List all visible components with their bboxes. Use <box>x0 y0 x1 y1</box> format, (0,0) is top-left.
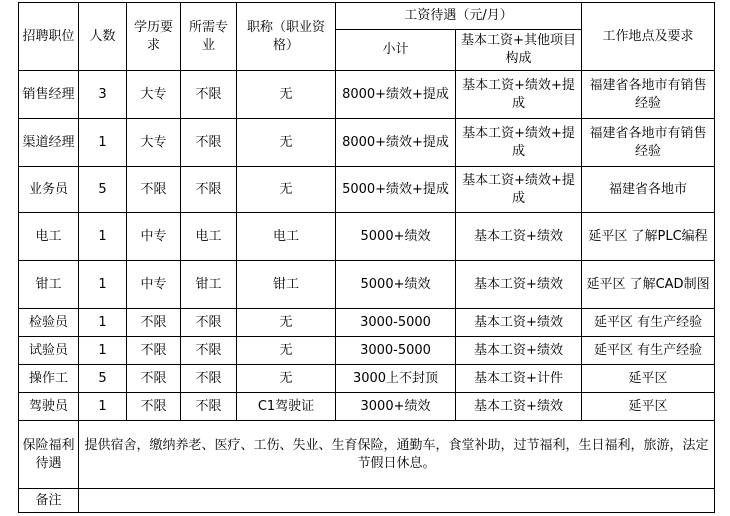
benefits-text: 提供宿舍，缴纳养老、医疗、工伤、失业、生育保险，通勤车，食堂补助，过节福利，生日福利，旅游，法定节假日休息。 <box>79 421 715 489</box>
remarks-row <box>19 489 715 513</box>
cell-count: 3 <box>79 71 127 119</box>
cell-position: 驾驶员 <box>19 393 79 421</box>
cell-composition: 基本工资+绩效 <box>456 213 582 261</box>
cell-composition: 基本工资+绩效+提成 <box>456 71 582 119</box>
header-location: 工作地点及要求 <box>582 3 715 71</box>
table-row <box>19 261 715 309</box>
cell-position: 试验员 <box>19 337 79 365</box>
cell-subtotal: 3000上不封顶 <box>336 365 456 393</box>
cell-composition: 基本工资+绩效 <box>456 393 582 421</box>
cell-education: 大专 <box>127 119 181 167</box>
cell-position: 钳工 <box>19 261 79 309</box>
header-subtotal: 小计 <box>336 30 456 71</box>
cell-major: 不限 <box>181 167 237 213</box>
cell-major: 不限 <box>181 309 237 337</box>
cell-title: 无 <box>237 365 336 393</box>
cell-major: 不限 <box>181 393 237 421</box>
cell-title: 无 <box>237 119 336 167</box>
cell-major: 电工 <box>181 213 237 261</box>
cell-count: 1 <box>79 337 127 365</box>
cell-location: 福建省各地市有销售经验 <box>582 119 715 167</box>
header-education: 学历要求 <box>127 3 181 71</box>
cell-subtotal: 3000-5000 <box>336 309 456 337</box>
benefits-label: 保险福利待遇 <box>19 421 79 489</box>
cell-count: 1 <box>79 213 127 261</box>
cell-composition: 基本工资+绩效 <box>456 309 582 337</box>
header-position: 招聘职位 <box>19 3 79 71</box>
cell-major: 不限 <box>181 119 237 167</box>
cell-education: 中专 <box>127 213 181 261</box>
cell-location: 福建省各地市 <box>582 167 715 213</box>
cell-position: 销售经理 <box>19 71 79 119</box>
cell-major: 不限 <box>181 337 237 365</box>
cell-subtotal: 8000+绩效+提成 <box>336 71 456 119</box>
cell-count: 1 <box>79 309 127 337</box>
cell-location: 延平区 <box>582 393 715 421</box>
cell-position: 渠道经理 <box>19 119 79 167</box>
cell-location: 延平区 有生产经验 <box>582 337 715 365</box>
table-row <box>19 393 715 421</box>
cell-position: 业务员 <box>19 167 79 213</box>
cell-subtotal: 5000+绩效+提成 <box>336 167 456 213</box>
header-title: 职称（职业资格） <box>237 3 336 71</box>
cell-subtotal: 8000+绩效+提成 <box>336 119 456 167</box>
table-row <box>19 167 715 213</box>
cell-education: 不限 <box>127 365 181 393</box>
cell-location: 福建省各地市有销售经验 <box>582 71 715 119</box>
cell-title: 无 <box>237 309 336 337</box>
cell-count: 1 <box>79 119 127 167</box>
cell-location: 延平区 <box>582 365 715 393</box>
cell-composition: 基本工资+绩效+提成 <box>456 167 582 213</box>
table-row <box>19 337 715 365</box>
header-major: 所需专业 <box>181 3 237 71</box>
cell-education: 中专 <box>127 261 181 309</box>
cell-subtotal: 5000+绩效 <box>336 261 456 309</box>
cell-education: 不限 <box>127 167 181 213</box>
cell-education: 不限 <box>127 337 181 365</box>
table-row <box>19 119 715 167</box>
table-row <box>19 213 715 261</box>
cell-location: 延平区 有生产经验 <box>582 309 715 337</box>
cell-count: 5 <box>79 167 127 213</box>
cell-position: 操作工 <box>19 365 79 393</box>
remarks-label: 备注 <box>19 489 79 513</box>
cell-title: 电工 <box>237 213 336 261</box>
cell-composition: 基本工资+绩效 <box>456 337 582 365</box>
table-row <box>19 71 715 119</box>
cell-count: 1 <box>79 261 127 309</box>
recruitment-table <box>18 2 715 513</box>
cell-title: 无 <box>237 337 336 365</box>
cell-subtotal: 3000-5000 <box>336 337 456 365</box>
cell-subtotal: 5000+绩效 <box>336 213 456 261</box>
cell-subtotal: 3000+绩效 <box>336 393 456 421</box>
benefits-row <box>19 421 715 489</box>
cell-composition: 基本工资+计件 <box>456 365 582 393</box>
cell-education: 大专 <box>127 71 181 119</box>
cell-education: 不限 <box>127 393 181 421</box>
cell-location: 延平区 了解CAD制图 <box>582 261 715 309</box>
cell-position: 电工 <box>19 213 79 261</box>
cell-count: 5 <box>79 365 127 393</box>
cell-composition: 基本工资+绩效 <box>456 261 582 309</box>
cell-major: 钳工 <box>181 261 237 309</box>
table-row <box>19 309 715 337</box>
cell-location: 延平区 了解PLC编程 <box>582 213 715 261</box>
header-composition: 基本工资+其他项目构成 <box>456 30 582 71</box>
cell-title: 钳工 <box>237 261 336 309</box>
table-row <box>19 365 715 393</box>
cell-major: 不限 <box>181 71 237 119</box>
cell-major: 不限 <box>181 365 237 393</box>
cell-title: C1驾驶证 <box>237 393 336 421</box>
cell-composition: 基本工资+绩效+提成 <box>456 119 582 167</box>
cell-position: 检验员 <box>19 309 79 337</box>
cell-education: 不限 <box>127 309 181 337</box>
header-salary-group: 工资待遇（元/月） <box>336 3 582 30</box>
header-headcount: 人数 <box>79 3 127 71</box>
remarks-text <box>79 489 715 513</box>
cell-count: 1 <box>79 393 127 421</box>
cell-title: 无 <box>237 71 336 119</box>
cell-title: 无 <box>237 167 336 213</box>
header-row <box>19 3 715 30</box>
